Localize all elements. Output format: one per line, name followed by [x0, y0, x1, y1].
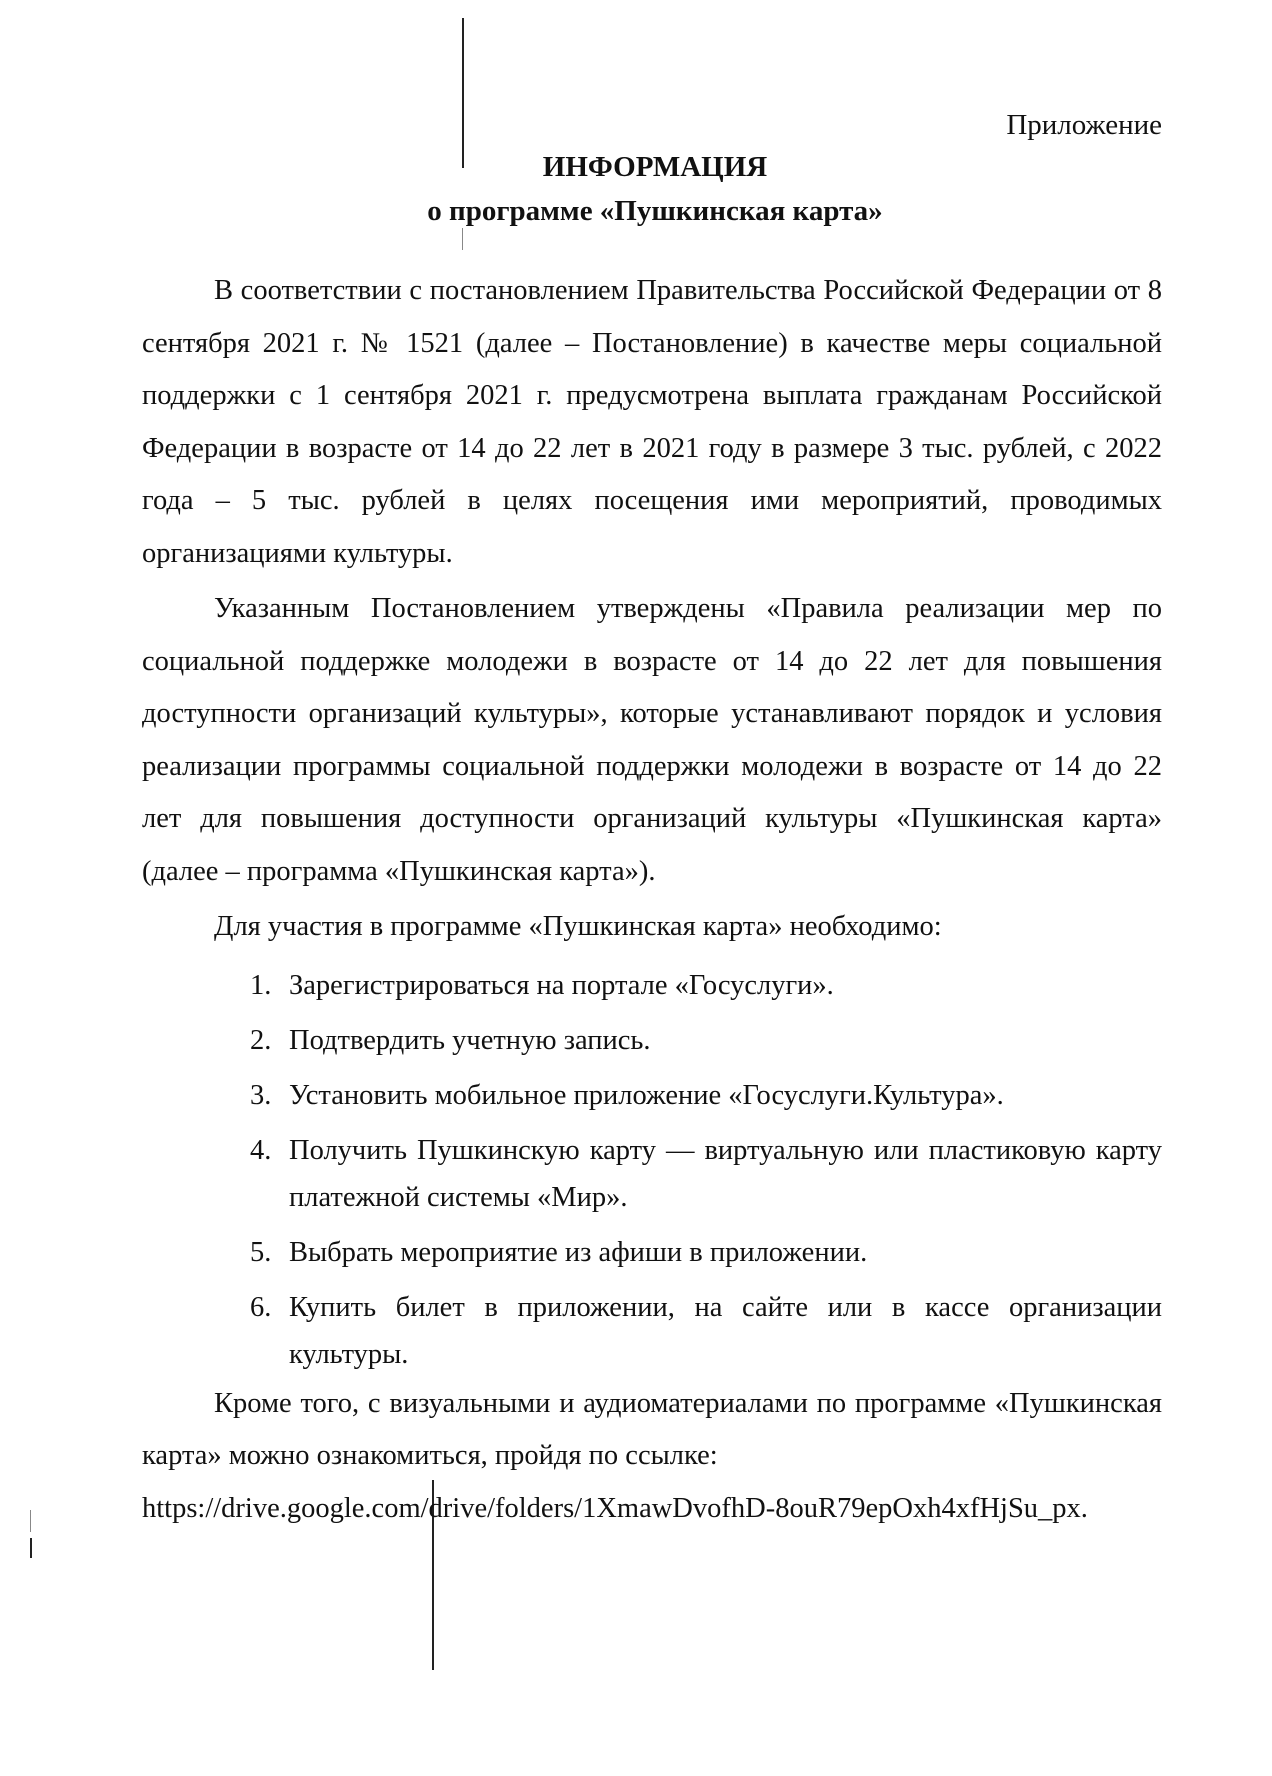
- scan-mark-top-faint: [462, 228, 463, 250]
- step-number: 4.: [250, 1134, 272, 1166]
- step-number: 5.: [250, 1236, 272, 1268]
- step-text: Установить мобильное приложение «Госуслуги.Культура».: [289, 1079, 1004, 1111]
- step-text: Подтвердить учетную запись.: [289, 1024, 651, 1056]
- step-text: Зарегистрироваться на портале «Госуслуги».: [289, 969, 834, 1001]
- step-item: [142, 1072, 1162, 1119]
- steps-intro: Для участия в программе «Пушкинская карта» необходимо:: [214, 911, 942, 942]
- step-item: [142, 962, 1162, 1009]
- step-text: Получить Пушкинскую карту — виртуальную или пластиковую карту платежной системы «Мир».: [289, 1134, 1162, 1213]
- step-number: 2.: [250, 1024, 272, 1056]
- step-text: Купить билет в приложении, на сайте или в кассе организации культуры.: [289, 1291, 1162, 1370]
- step-item: [142, 1229, 1162, 1276]
- steps-list: [142, 962, 1162, 1378]
- document-subtitle: о программе «Пушкинская карта»: [427, 195, 883, 227]
- step-number: 1.: [250, 969, 272, 1001]
- step-item: [142, 1017, 1162, 1064]
- step-text: Выбрать мероприятие из афиши в приложении.: [289, 1236, 868, 1268]
- paragraph-rules: Указанным Постановлением утверждены «Правила реализации мер по социальной поддержке молодежи в возрасте от 14 до 22 лет для повышения доступности организаций культуры», которые устанавливают порядок и условия реализации программы социальной поддержки молодежи в возрасте от 14 до 22 лет для повышения доступности организаций культуры «Пушкинская карта» (далее – программа «Пушкинская карта»).: [142, 593, 1162, 887]
- document-body: [142, 265, 1162, 1535]
- step-number: 6.: [250, 1291, 272, 1323]
- materials-link[interactable]: https://drive.google.com/drive/folders/1XmawDvofhD-8ouR79epOxh4xfHjSu_px.: [142, 1492, 1088, 1524]
- scan-mark-left-faint: [30, 1510, 31, 1532]
- step-item: [142, 1284, 1162, 1378]
- step-number: 3.: [250, 1079, 272, 1111]
- step-item: [142, 1127, 1162, 1221]
- paragraph-materials: Кроме того, с визуальными и аудиоматериалами по программе «Пушкинская карта» можно ознакомиться, пройдя по ссылке:: [142, 1387, 1162, 1471]
- scan-mark-top: [462, 18, 464, 168]
- annex-label: Приложение: [1006, 109, 1162, 141]
- scan-mark-left: [30, 1538, 32, 1558]
- paragraph-regulation: В соответствии с постановлением Правительства Российской Федерации от 8 сентября 2021 г. № 1521 (далее – Постановление) в качестве меры социальной поддержки с 1 сентября 2021 г. предусмотрена выплата гражданам Российской Федерации в возрасте от 14 до 22 лет в 2021 году в размере 3 тыс. рублей, с 2022 года – 5 тыс. рублей в целях посещения ими мероприятий, проводимых организациями культуры.: [142, 275, 1162, 569]
- document-title: ИНФОРМАЦИЯ: [542, 151, 768, 183]
